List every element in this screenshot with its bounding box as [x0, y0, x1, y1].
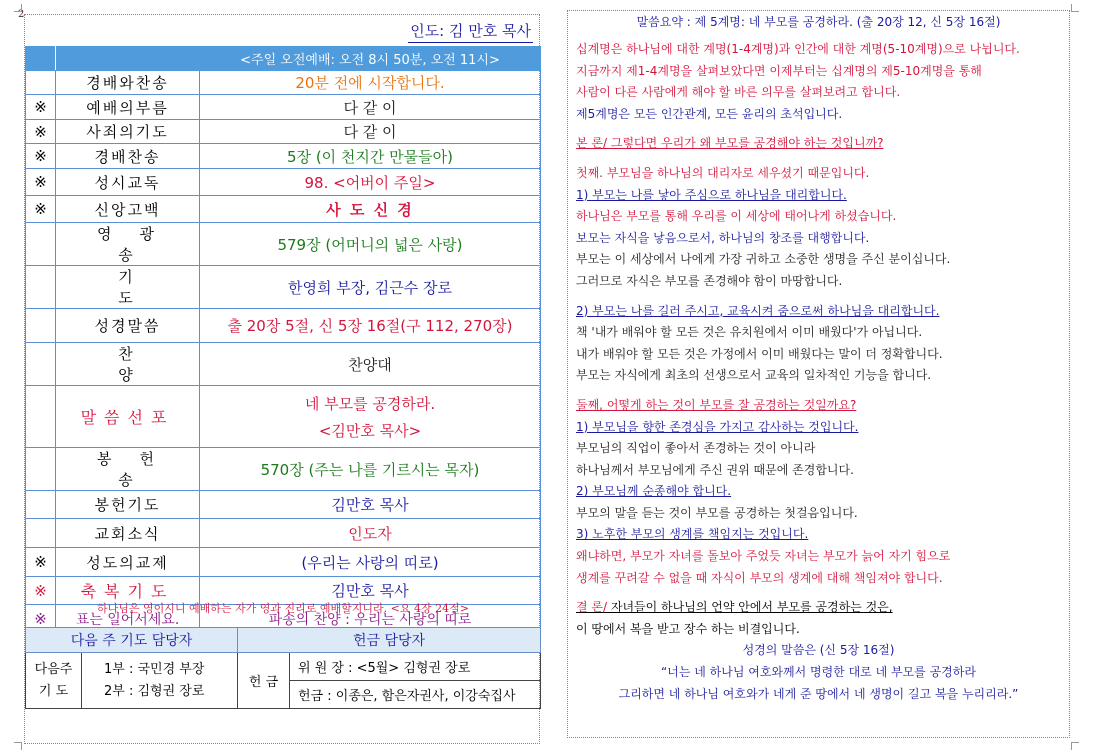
order-content [200, 309, 541, 343]
order-content-text: 5장 (이 천지간 만물들아) [287, 147, 453, 166]
order-content [200, 343, 541, 386]
prayer-duty-names: 1부 : 국민경 부장 2부 : 김형권 장로 [82, 653, 238, 709]
order-row [26, 266, 541, 309]
verse-reference: 성경의 말씀은 (신 5장 16절) [742, 643, 895, 658]
summary-line: 부모의 말을 듣는 것이 부모를 공경하는 첫걸음입니다. [576, 505, 858, 520]
crop-mark [1071, 742, 1079, 750]
order-item: 성경말씀 [56, 309, 200, 343]
order-content [200, 95, 541, 120]
stand-mark: ※ [26, 196, 56, 223]
order-content-text: 사 도 신 경 [326, 200, 414, 219]
summary-line: 부모님의 직업이 좋아서 존경하는 것이 아니라 [576, 441, 816, 456]
first-point-title: 첫째. 부모님을 하나님의 대리자로 세우셨기 때문입니다. [576, 165, 870, 180]
order-item: 영광송 [56, 223, 200, 266]
summary-line: 사람이 다른 사람에게 해야 할 바른 의무를 살펴보려고 합니다. [576, 85, 901, 100]
order-content [200, 491, 541, 519]
order-content-text: 한영희 부장, 김근수 장로 [288, 278, 452, 297]
order-row [26, 491, 541, 519]
order-content-speaker: <김만호 목사> [318, 421, 422, 440]
order-content-text: (우리는 사랑의 띠로) [301, 553, 439, 572]
service-time-header: <주일 오전예배: 오전 8시 50분, 오전 11시> [200, 47, 541, 71]
body-section [576, 133, 1061, 155]
summary-line: 내가 배워야 할 모든 것은 가정에서 이미 배웠다는 말이 더 정확합니다. [576, 346, 943, 361]
conclusion-line-2: 이 땅에서 복을 받고 장수 하는 비결입니다. [576, 621, 800, 636]
sub-2-title: 2) 부모님께 순종해야 합니다. [576, 484, 732, 499]
order-item: 경배와찬송 [56, 71, 200, 95]
prayer-duty-label: 다음주 기 도 [26, 653, 82, 709]
summary-line: 그러므로 자식은 부모를 존경해야 함이 마땅합니다. [576, 273, 843, 288]
header-item-cell [56, 47, 200, 71]
point-2-body [576, 322, 1061, 387]
sub-3-title: 3) 노후한 부모의 생계를 책임지는 것입니다. [576, 527, 809, 542]
summary-line: 제5계명은 모든 인간관계, 모든 윤리의 초석입니다. [576, 106, 843, 121]
stand-mark [26, 491, 56, 519]
prayer-duty-header: 다음 주 기도 담당자 [26, 628, 238, 653]
stand-mark: ※ [26, 95, 56, 120]
order-row [26, 223, 541, 266]
order-row [26, 95, 541, 120]
first-point-section [576, 163, 1061, 293]
order-row [26, 309, 541, 343]
order-row [26, 196, 541, 223]
order-item: 봉헌송 [56, 448, 200, 491]
order-row [26, 144, 541, 169]
stand-mark [26, 448, 56, 491]
order-content-text: 출 20장 5절, 신 5장 16절(구 112, 270장) [227, 317, 513, 335]
stand-mark [26, 266, 56, 309]
order-row [26, 169, 541, 196]
order-item: 봉헌기도 [56, 491, 200, 519]
stand-mark: ※ [26, 144, 56, 169]
summary-title [576, 11, 1061, 33]
order-content-text: 570장 (주는 나를 기르시는 목자) [260, 460, 480, 479]
order-item: 기도 [56, 266, 200, 309]
summary-line: 지금까지 제1-4계명을 살펴보았다면 이제부터는 십계명의 제5-10계명을 통해 [576, 63, 982, 78]
summary-line: 왜냐하면, 부모가 자녀를 돌보아 주었듯 자녀는 부모가 늙어 자기 힘으로 [576, 549, 951, 564]
order-item: 찬양 [56, 343, 200, 386]
order-content-text: 579장 (어머니의 넓은 사랑) [277, 235, 463, 254]
order-content-text: 김만호 목사 [331, 582, 409, 600]
stand-mark [26, 71, 56, 95]
order-content-text: 20분 전에 시작합니다. [295, 74, 445, 92]
sermon-summary-panel [567, 10, 1070, 738]
summary-line: 부모는 이 세상에서 나에게 가장 귀하고 소중한 생명을 주신 분이십니다. [576, 252, 951, 267]
order-row [26, 548, 541, 577]
summary-line: 생계를 꾸려갈 수 없을 때 자식이 부모의 생계에 대해 책임져야 합니다. [576, 570, 943, 585]
order-item: 성도의교제 [56, 548, 200, 577]
order-row [26, 519, 541, 548]
order-row [26, 343, 541, 386]
order-content-text: 다 같 이 [343, 123, 397, 141]
duty-table [25, 627, 541, 709]
conclusion-text: 자녀들이 하나님의 언약 안에서 부모를 공경하는 것은, [607, 600, 893, 615]
order-content [200, 386, 541, 448]
duty-header-row [26, 628, 541, 653]
summary-line: 하나님께서 부모님에게 주신 권위 때문에 존경합니다. [576, 462, 854, 477]
table-header-row [26, 47, 541, 71]
point-1-title: 1) 부모는 나를 낳아 주심으로 하나님을 대리합니다. [576, 187, 847, 202]
order-content-text: 다 같 이 [343, 98, 397, 117]
sub-1-body [576, 438, 1061, 481]
header-mark-cell [26, 47, 56, 71]
order-content-text: 김만호 목사 [331, 496, 409, 514]
order-content-text: 네 부모를 공경하라. [304, 394, 436, 413]
stand-mark: ※ [26, 169, 56, 196]
conclusion-prefix: 결 론/ [576, 600, 608, 615]
leader-heading: 인도: 김 만호 목사 [408, 21, 533, 43]
order-content-text: 찬양대 [348, 355, 392, 374]
order-content [200, 223, 541, 266]
summary-title-prefix: 말씀요약 : [636, 15, 691, 29]
order-row [26, 386, 541, 448]
order-row [26, 71, 541, 95]
sub-1-title: 1) 부모님을 향한 존경심을 가지고 감사하는 것입니다. [576, 419, 859, 434]
order-item: 교회소식 [56, 519, 200, 548]
order-item: 경배찬송 [56, 144, 200, 169]
order-item: 사죄의기도 [56, 120, 200, 144]
stand-mark: ※ [26, 120, 56, 144]
summary-line: 부모는 자식에게 최초의 선생으로서 교육의 일차적인 기능을 합니다. [576, 368, 932, 383]
stand-mark: ※ [26, 605, 56, 633]
point-1-body [576, 206, 1061, 292]
order-content [200, 266, 541, 309]
order-content [200, 196, 541, 223]
summary-title-text: 제 5계명: 네 부모를 공경하라. (출 20장 12, 신 5장 16절) [694, 15, 1001, 29]
sub-2-body [576, 503, 1061, 525]
summary-line: 십계명은 하나님에 대한 계명(1-4계명)과 인간에 대한 계명(5-10계명)으로 나뉩니다. [576, 42, 1020, 56]
conclusion-line [576, 597, 1061, 619]
duty-row [26, 653, 541, 681]
intro-section [576, 39, 1061, 125]
order-item: 신앙고백 [56, 196, 200, 223]
order-content-text: 파송의 찬양 : 우리는 사랑의 띠로 [268, 611, 472, 628]
crop-mark [14, 742, 22, 750]
crop-mark [1071, 4, 1079, 12]
point-2-title: 2) 부모는 나를 길러 주시고, 교육시켜 줌으로써 하나님을 대리합니다. [576, 303, 940, 318]
offering-label: 헌 금 [238, 653, 290, 709]
stand-mark: ※ [26, 548, 56, 577]
order-item: 예배의부름 [56, 95, 200, 120]
verse-line-2: 그리하면 네 하나님 여호와가 네게 준 땅에서 네 생명이 길고 복을 누리리라.” [618, 686, 1019, 701]
point-2-section [576, 301, 1061, 387]
summary-line: 책 '내가 배워야 할 모든 것은 유치원에서 이미 배웠다'가 아닙니다. [576, 325, 923, 340]
stand-mark [26, 386, 56, 448]
order-item: 축복기도 [56, 577, 200, 605]
stand-mark [26, 343, 56, 386]
order-content-text: 인도자 [348, 524, 392, 543]
second-point-section [576, 395, 1061, 589]
order-row [26, 120, 541, 144]
crop-mark [14, 4, 22, 12]
conclusion-section [576, 597, 1061, 705]
scripture-note: 하나님은 영이시니 예배하는 자가 영과 진리로 예배할지니라. <요 4장 24절> [97, 602, 469, 615]
order-content [200, 144, 541, 169]
order-content-text: 98. <어버이 주일> [304, 173, 436, 192]
order-content [200, 519, 541, 548]
order-content [200, 448, 541, 491]
order-content [200, 169, 541, 196]
order-content [200, 120, 541, 144]
order-content [200, 71, 541, 95]
stand-mark: ※ [26, 577, 56, 605]
offering-members: 헌금 : 이종은, 함은자권사, 이강숙집사 [290, 681, 541, 709]
order-item: 표는 일어서세요. [56, 605, 200, 633]
stand-mark [26, 223, 56, 266]
stand-mark [26, 519, 56, 548]
page-number: 2 [18, 9, 25, 20]
worship-order-table [25, 46, 541, 633]
verse-line-1: “너는 네 하나님 여호와께서 명령한 대로 네 부모를 공경하라 [661, 665, 976, 680]
order-row [26, 448, 541, 491]
offering-duty-header: 헌금 담당자 [238, 628, 541, 653]
summary-line: 보모는 자식을 낳음으로서, 하나님의 창조를 대행합니다. [576, 230, 870, 245]
body-title: 본 론/ 그렇다면 우리가 왜 부모를 공경해야 하는 것입니까? [576, 136, 884, 151]
second-point-title: 둘째, 어떻게 하는 것이 부모를 잘 공경하는 것일까요? [576, 397, 857, 412]
order-item: 말씀선포 [56, 386, 200, 448]
summary-line: 하나님은 부모를 통해 우리를 이 세상에 태어나게 하셨습니다. [576, 209, 897, 224]
worship-order-panel [24, 14, 540, 744]
order-item: 성시교독 [56, 169, 200, 196]
sub-3-body [576, 546, 1061, 589]
stand-mark [26, 309, 56, 343]
offering-committee: 위 원 장 : <5월> 김형권 장로 [290, 653, 541, 681]
order-content [200, 548, 541, 577]
